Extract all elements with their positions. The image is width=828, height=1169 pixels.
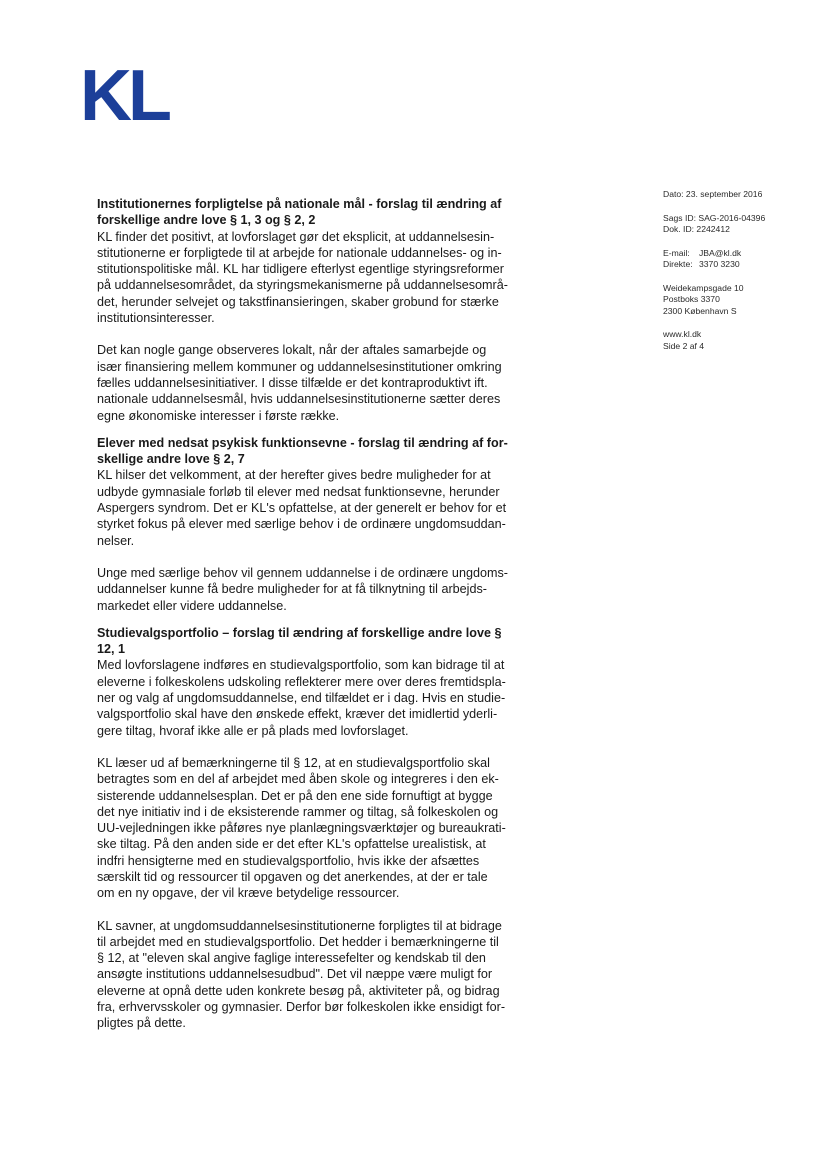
paragraph-line: nelser. bbox=[97, 533, 135, 548]
paragraph-line: stitutionspolitiske mål. KL har tidligere efterlyst egentlige styringsreformer bbox=[97, 262, 504, 277]
paragraph-line: styrket fokus på elever med særlige behov i de ordinære ungdomsuddan- bbox=[97, 517, 506, 532]
paragraph-line: udbyde gymnasiale forløb til elever med nedsat funktionsevne, herunder bbox=[97, 484, 500, 499]
paragraph-line: Aspergers syndrom. Det er KL's opfattelse, at der generelt er behov for et bbox=[97, 501, 507, 516]
paragraph bbox=[97, 565, 557, 614]
paragraph-line: ner og valg af ungdomsuddannelse, end tilfældet er i dag. Hvis en studie- bbox=[97, 691, 506, 706]
address-block bbox=[663, 283, 823, 318]
document-body bbox=[97, 196, 557, 1032]
paragraph-line: valgsportfolio skal have den ønskede effekt, kræver det imidlertid yderli- bbox=[97, 707, 498, 722]
paragraph-line: fra, erhvervsskoler og gymnasier. Derfor bør folkeskolen ikke ensidigt for- bbox=[97, 1000, 506, 1015]
paragraph-line: KL læser ud af bemærkningerne til § 12, at en studievalgsportfolio skal bbox=[97, 755, 490, 770]
email-label: E-mail: bbox=[663, 247, 690, 258]
paragraph-line: betragtes som en del af arbejdet med åben skole og integreres i den ek- bbox=[97, 772, 499, 787]
heading-line: 12, 1 bbox=[97, 642, 126, 657]
paragraph-line: nationale uddannelsesmål, hvis uddannelsesinstitutionerne sætter deres bbox=[97, 392, 501, 407]
paragraph-line: til arbejdet med en studievalgsportfolio. Det hedder i bemærkningerne til bbox=[97, 934, 499, 949]
paragraph bbox=[97, 755, 557, 902]
address-line-1: Weidekampsgade 10 bbox=[663, 282, 744, 293]
date-block bbox=[663, 189, 823, 201]
paragraph-line: KL finder det positivt, at lovforslaget gør det eksplicit, at uddannelsesin- bbox=[97, 229, 495, 244]
section-heading bbox=[97, 196, 557, 229]
ids-block bbox=[663, 213, 823, 236]
paragraph-line: om en ny opgave, der vil kræve betydelige ressourcer. bbox=[97, 886, 400, 901]
paragraph-line: egne økonomiske interesser i første række. bbox=[97, 408, 340, 423]
paragraph-line: pligtes på dette. bbox=[97, 1016, 186, 1031]
paragraph-line: indfri hensigterne med en studievalgsportfolio, hvis ikke der afsættes bbox=[97, 853, 480, 868]
website-link[interactable]: www.kl.dk bbox=[663, 329, 702, 339]
paragraph-line: det nye initiativ ind i de eksisterende rammer og tiltag, så folkeskolen og bbox=[97, 804, 499, 819]
direct-label: Direkte: bbox=[663, 259, 693, 269]
paragraph-line: fælles uddannelsesinitiativer. I disse tilfælde er det kontraproduktivt ift. bbox=[97, 375, 488, 390]
paragraph-line: Unge med særlige behov vil gennem uddannelse i de ordinære ungdoms- bbox=[97, 565, 508, 580]
paragraph-line: sisterende uddannelsesplan. Det er på den ene side fornuftigt at bygge bbox=[97, 788, 493, 803]
heading-line: Studievalgsportfolio – forslag til ændring af forskellige andre love § bbox=[97, 625, 502, 640]
paragraph bbox=[97, 229, 557, 327]
web-block bbox=[663, 329, 823, 352]
paragraph-line: markedet eller videre uddannelse. bbox=[97, 598, 287, 613]
paragraph-line: uddannelser kunne få bedre muligheder for at få tilknytning til arbejds- bbox=[97, 582, 487, 597]
paragraph bbox=[97, 657, 557, 738]
paragraph-line: gere tiltag, hvoraf ikke alle er på plads med lovforslaget. bbox=[97, 723, 409, 738]
date-text: Dato: 23. september 2016 bbox=[663, 189, 763, 199]
paragraph-line: Med lovforslagene indføres en studievalgsportfolio, som kan bidrage til at bbox=[97, 658, 505, 673]
section-heading bbox=[97, 625, 557, 658]
direct-phone: 3370 3230 bbox=[699, 259, 740, 269]
paragraph bbox=[97, 918, 557, 1032]
paragraph bbox=[97, 342, 557, 423]
paragraph-line: institutionsinteresser. bbox=[97, 311, 215, 326]
section-heading bbox=[97, 435, 557, 468]
page-number: Side 2 af 4 bbox=[663, 340, 705, 351]
paragraph-line: ske tiltag. På den anden side er det efter KL's opfattelse urealistisk, at bbox=[97, 837, 486, 852]
paragraph-line: ansøgte institutions uddannelsesudbud". Det vil næppe være muligt for bbox=[97, 967, 493, 982]
paragraph bbox=[97, 467, 557, 548]
section bbox=[97, 196, 557, 424]
paragraph-line: Det kan nogle gange observeres lokalt, når der aftales samarbejde og bbox=[97, 343, 487, 358]
document-meta-sidebar bbox=[663, 189, 823, 364]
paragraph-line: UU-vejledningen ikke påføres nye planlægningsværktøjer og bureaukrati- bbox=[97, 821, 506, 836]
paragraph-line: KL hilser det velkomment, at der herefter gives bedre muligheder for at bbox=[97, 468, 491, 483]
heading-line: skellige andre love § 2, 7 bbox=[97, 452, 245, 467]
paragraph-line: særskilt tid og ressourcer til opgaven og det anerkendes, at der er tale bbox=[97, 869, 488, 884]
paragraph-line: på uddannelsesområdet, da styringsmekanismerne på uddannelsesområ- bbox=[97, 278, 508, 293]
paragraph-line: eleverne i folkeskolens udskoling reflekterer mere over deres fremtidspla- bbox=[97, 674, 506, 689]
dok-id-text: Dok. ID: 2242412 bbox=[663, 224, 730, 234]
heading-line: Elever med nedsat psykisk funktionsevne - forslag til ændring af for- bbox=[97, 435, 508, 450]
heading-line: forskellige andre love § 1, 3 og § 2, 2 bbox=[97, 213, 316, 228]
heading-line: Institutionernes forpligtelse på nationale mål - forslag til ændring af bbox=[97, 197, 502, 211]
paragraph-line: KL savner, at ungdomsuddannelsesinstitutionerne forpligtes til at bidrage bbox=[97, 918, 502, 933]
section bbox=[97, 435, 557, 614]
kl-logo: KL bbox=[80, 56, 168, 136]
address-line-3: 2300 København S bbox=[663, 305, 737, 316]
paragraph-line: § 12, at "eleven skal angive faglige interessefelter og kendskab til den bbox=[97, 951, 486, 966]
paragraph-line: stitutionerne er forpligtede til at arbejde for nationale uddannelses- og in- bbox=[97, 245, 502, 260]
section bbox=[97, 625, 557, 1032]
email-link[interactable]: JBA@kl.dk bbox=[699, 247, 742, 258]
paragraph-line: eleverne at opnå dette uden konkrete besøg på, aktiviteter på, og bidrag bbox=[97, 983, 500, 998]
paragraph-line: det, herunder selvejet og takstfinansieringen, skaber grobund for stærke bbox=[97, 294, 499, 309]
paragraph-line: især finansiering mellem kommuner og uddannelsesinstitutioner omkring bbox=[97, 359, 502, 374]
sags-id-text: Sags ID: SAG-2016-04396 bbox=[663, 212, 766, 223]
address-line-2: Postboks 3370 bbox=[663, 294, 720, 304]
contact-block bbox=[663, 248, 823, 271]
